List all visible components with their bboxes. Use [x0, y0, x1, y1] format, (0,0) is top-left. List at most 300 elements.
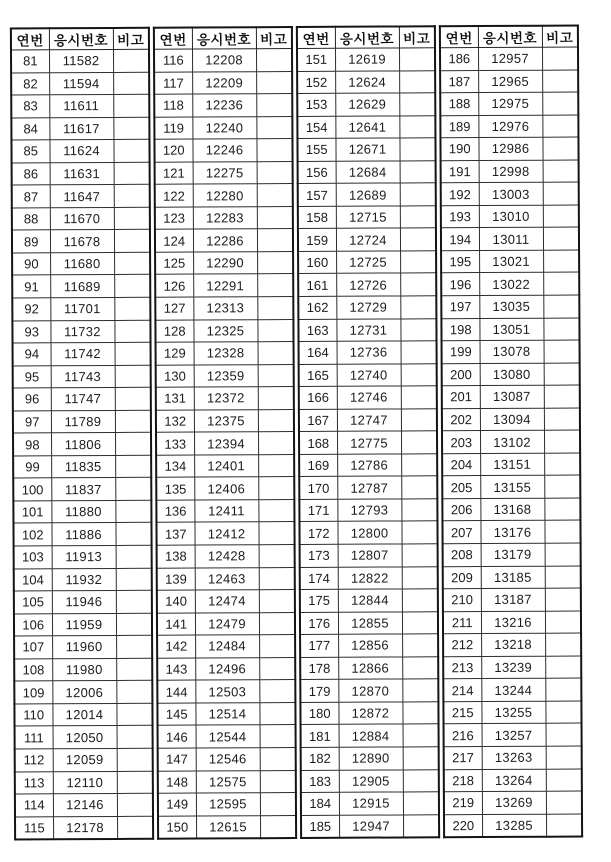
remark-cell: [542, 92, 578, 115]
remark-cell: [546, 791, 582, 814]
serial-cell: 151: [297, 48, 335, 71]
remark-cell: [545, 633, 581, 656]
exam-number-cell: 12291: [193, 274, 257, 297]
exam-number-cell: 12411: [194, 500, 258, 523]
remark-cell: [543, 295, 579, 318]
remark-cell: [256, 139, 292, 162]
table-row: [298, 296, 436, 319]
header-row: [297, 26, 435, 48]
remark-cell: [401, 499, 437, 522]
serial-cell: 168: [299, 432, 337, 455]
serial-cell: 208: [443, 544, 481, 567]
serial-cell: 190: [440, 138, 478, 161]
remark-cell: [544, 363, 580, 386]
exam-number-cell: 11678: [50, 230, 114, 253]
table-row: [14, 681, 152, 704]
table-row: [444, 769, 582, 792]
serial-cell: 195: [441, 250, 479, 273]
remark-cell: [544, 408, 580, 431]
remark-cell: [116, 635, 152, 658]
table-row: [156, 342, 294, 365]
remark-cell: [542, 47, 578, 70]
remark-cell: [260, 793, 296, 816]
table-row: [442, 520, 580, 543]
remark-cell: [258, 477, 294, 500]
remark-cell: [258, 454, 294, 477]
exam-number-cell: 13264: [482, 769, 546, 792]
table-row: [154, 94, 292, 117]
exam-number-cell: 12544: [196, 725, 260, 748]
table-row: [300, 566, 438, 589]
exam-number-cell: 11582: [49, 49, 113, 72]
exam-number-cell: 12479: [195, 612, 259, 635]
exam-number-cell: 13216: [481, 611, 545, 634]
serial-cell: 214: [443, 679, 481, 702]
remark-cell: [259, 567, 295, 590]
serial-cell: 212: [443, 634, 481, 657]
exam-number-cell: 12747: [337, 409, 401, 432]
exam-number-cell: 12957: [478, 47, 542, 70]
table-row: [158, 770, 296, 793]
exam-number-cell: 12844: [338, 589, 402, 612]
table-row: [299, 521, 437, 544]
exam-number-cell: 11913: [52, 545, 116, 568]
exam-number-cell: 12050: [53, 726, 117, 749]
exam-number-cell: 11670: [50, 207, 114, 230]
serial-cell: 132: [156, 410, 194, 433]
exam-number-cell: 13087: [480, 385, 544, 408]
table-row: [300, 589, 438, 612]
exam-number-cell: 12325: [193, 319, 257, 342]
exam-number-cell: 12947: [339, 815, 403, 838]
remark-cell: [114, 320, 150, 343]
remark-cell: [401, 386, 437, 409]
exam-number-cell: 12006: [52, 681, 116, 704]
serial-cell: 175: [300, 589, 338, 612]
serial-cell: 87: [12, 185, 50, 208]
serial-cell: 92: [12, 298, 50, 321]
table-row: [155, 161, 293, 184]
serial-cell: 113: [15, 771, 53, 794]
remark-cell: [117, 726, 153, 749]
table-row: [300, 544, 438, 567]
remark-cell: [114, 207, 150, 230]
exam-number-cell: 12484: [195, 635, 259, 658]
remark-cell: [542, 115, 578, 138]
serial-cell: 198: [441, 318, 479, 341]
remark-cell: [113, 72, 149, 95]
serial-cell: 148: [158, 771, 196, 794]
table-row: [443, 588, 581, 611]
serial-cell: 121: [155, 162, 193, 185]
header-row: [154, 27, 292, 49]
serial-cell: 133: [156, 432, 194, 455]
table-row: [301, 769, 439, 792]
table-row: [443, 543, 581, 566]
exam-number-cell: 12401: [194, 455, 258, 478]
serial-cell: 129: [156, 342, 194, 365]
serial-cell: 200: [442, 363, 480, 386]
header-cell-serial: 연번: [11, 28, 49, 50]
exam-number-cell: 13218: [481, 633, 545, 656]
serial-cell: 145: [157, 703, 195, 726]
exam-number-cell: 12313: [193, 297, 257, 320]
remark-cell: [117, 771, 153, 794]
serial-cell: 83: [11, 95, 49, 118]
remark-cell: [546, 723, 582, 746]
table-row: [157, 680, 295, 703]
serial-cell: 182: [301, 747, 339, 770]
header-cell-exam-number: 응시번호: [49, 28, 113, 50]
exam-number-cell: 12866: [338, 657, 402, 680]
serial-cell: 89: [12, 230, 50, 253]
exam-number-cell: 11594: [49, 72, 113, 95]
header-row: [11, 28, 149, 50]
table-row: [440, 47, 578, 70]
exam-number-cell: 13010: [479, 205, 543, 228]
remark-cell: [116, 658, 152, 681]
exam-number-cell: 12474: [195, 590, 259, 613]
serial-cell: 207: [442, 521, 480, 544]
serial-cell: 205: [442, 476, 480, 499]
remark-cell: [116, 590, 152, 613]
exam-number-cell: 12800: [337, 521, 401, 544]
remark-cell: [402, 679, 438, 702]
table-row: [301, 814, 439, 838]
remark-cell: [115, 523, 151, 546]
remark-cell: [257, 161, 293, 184]
remark-cell: [259, 680, 295, 703]
table-row: [297, 93, 435, 116]
serial-cell: 178: [300, 657, 338, 680]
serial-cell: 81: [11, 50, 49, 73]
table-row: [156, 432, 294, 455]
table-row: [443, 678, 581, 701]
table-row: [12, 207, 150, 230]
remark-cell: [403, 769, 439, 792]
serial-cell: 123: [155, 207, 193, 230]
remark-cell: [546, 769, 582, 792]
remark-cell: [399, 70, 435, 93]
serial-cell: 140: [157, 590, 195, 613]
header-cell-exam-number: 응시번호: [478, 26, 542, 48]
exam-number-cell: 11980: [52, 658, 116, 681]
serial-cell: 144: [157, 680, 195, 703]
table-row: [441, 182, 579, 205]
remark-cell: [402, 634, 438, 657]
serial-cell: 156: [298, 161, 336, 184]
exam-number-cell: 11835: [51, 455, 115, 478]
exam-number-cell: 12998: [479, 160, 543, 183]
exam-number-cell: 12240: [192, 116, 256, 139]
remark-cell: [258, 522, 294, 545]
serial-cell: 109: [14, 681, 52, 704]
serial-cell: 94: [13, 343, 51, 366]
exam-number-cell: 12496: [195, 657, 259, 680]
table-row: [441, 250, 579, 273]
exam-number-cell: 13080: [480, 363, 544, 386]
remark-cell: [542, 137, 578, 160]
table-row: [442, 453, 580, 476]
exam-number-cell: 12736: [337, 341, 401, 364]
serial-cell: 136: [156, 500, 194, 523]
exam-number-cell: 12684: [336, 161, 400, 184]
table-row: [15, 726, 153, 749]
exam-number-cell: 12463: [195, 567, 259, 590]
table-row: [444, 814, 582, 838]
remark-cell: [257, 319, 293, 342]
serial-cell: 204: [442, 453, 480, 476]
serial-cell: 181: [301, 725, 339, 748]
exam-number-cell: 12715: [336, 206, 400, 229]
table-row: [441, 227, 579, 250]
remark-cell: [401, 363, 437, 386]
remark-cell: [259, 635, 295, 658]
remark-cell: [401, 454, 437, 477]
serial-cell: 192: [441, 183, 479, 206]
table-row: [155, 251, 293, 274]
remark-cell: [114, 162, 150, 185]
remark-cell: [114, 185, 150, 208]
remark-cell: [115, 410, 151, 433]
exam-number-cell: 12729: [336, 296, 400, 319]
exam-number-cell: 11742: [51, 343, 115, 366]
serial-cell: 191: [441, 160, 479, 183]
remark-cell: [402, 589, 438, 612]
table-row: [13, 433, 151, 456]
exam-number-cell: 12359: [194, 364, 258, 387]
exam-number-cell: 12624: [335, 71, 399, 94]
serial-cell: 110: [14, 704, 52, 727]
serial-cell: 154: [297, 116, 335, 139]
exam-number-cell: 13179: [481, 543, 545, 566]
serial-cell: 99: [13, 456, 51, 479]
table-row: [299, 341, 437, 364]
exam-number-cell: 12724: [336, 228, 400, 251]
exam-number-cell: 12110: [53, 771, 117, 794]
serial-cell: 196: [441, 273, 479, 296]
exam-number-cell: 12793: [337, 499, 401, 522]
exam-number-cell: 12976: [478, 115, 542, 138]
serial-cell: 187: [440, 70, 478, 93]
remark-cell: [544, 520, 580, 543]
table-row: [158, 815, 296, 839]
serial-cell: 171: [299, 499, 337, 522]
exam-number-cell: 13187: [481, 588, 545, 611]
table-row: [300, 611, 438, 634]
table-row: [12, 297, 150, 320]
exam-number-cell: 12975: [478, 92, 542, 115]
serial-cell: 193: [441, 205, 479, 228]
exam-number-cell: 12884: [339, 724, 403, 747]
serial-cell: 104: [14, 568, 52, 591]
exam-number-cell: 13176: [480, 521, 544, 544]
exam-number-cell: 13239: [481, 656, 545, 679]
serial-cell: 120: [154, 139, 192, 162]
table-row: [13, 387, 151, 410]
table-row: [300, 634, 438, 657]
serial-cell: 96: [13, 388, 51, 411]
exam-number-cell: 11959: [52, 613, 116, 636]
table-row: [156, 499, 294, 522]
exam-number-cell: 11946: [52, 591, 116, 614]
exam-number-cell: 13257: [482, 724, 546, 747]
table-row: [298, 251, 436, 274]
serial-cell: 216: [444, 724, 482, 747]
table-row: [298, 183, 436, 206]
serial-cell: 161: [298, 274, 336, 297]
table-row: [15, 771, 153, 794]
table-row: [11, 117, 149, 140]
exam-number-cell: 13003: [479, 182, 543, 205]
remark-cell: [401, 521, 437, 544]
exam-table-group: [296, 25, 440, 839]
remark-cell: [258, 364, 294, 387]
table-row: [299, 363, 437, 386]
table-row: [154, 139, 292, 162]
exam-number-cell: 12629: [335, 93, 399, 116]
serial-cell: 220: [444, 814, 482, 837]
serial-cell: 137: [156, 523, 194, 546]
serial-cell: 105: [14, 591, 52, 614]
remark-cell: [260, 725, 296, 748]
remark-cell: [544, 475, 580, 498]
remark-cell: [546, 814, 582, 837]
table-row: [441, 160, 579, 183]
table-row: [155, 319, 293, 342]
remark-cell: [400, 228, 436, 251]
exam-number-cell: 11789: [51, 410, 115, 433]
exam-number-cell: 11701: [50, 297, 114, 320]
remark-cell: [259, 612, 295, 635]
exam-number-cell: 12726: [336, 273, 400, 296]
table-row: [13, 478, 151, 501]
table-row: [158, 725, 296, 748]
exam-number-cell: 12855: [338, 612, 402, 635]
exam-number-cell: 12746: [337, 386, 401, 409]
exam-table-group: [439, 25, 583, 839]
table-row: [156, 409, 294, 432]
table-row: [442, 408, 580, 431]
exam-number-table-region: [10, 25, 583, 841]
serial-cell: 85: [11, 140, 49, 163]
exam-number-cell: 11680: [50, 252, 114, 275]
serial-cell: 160: [298, 251, 336, 274]
serial-cell: 155: [297, 138, 335, 161]
table-row: [14, 613, 152, 636]
exam-number-cell: 11932: [52, 568, 116, 591]
serial-cell: 143: [157, 658, 195, 681]
serial-cell: 128: [155, 320, 193, 343]
serial-cell: 165: [299, 364, 337, 387]
serial-cell: 183: [301, 770, 339, 793]
remark-cell: [259, 590, 295, 613]
remark-cell: [543, 227, 579, 250]
table-row: [440, 70, 578, 93]
exam-number-cell: 12965: [478, 70, 542, 93]
remark-cell: [401, 409, 437, 432]
table-row: [297, 115, 435, 138]
remark-cell: [114, 275, 150, 298]
serial-cell: 167: [299, 409, 337, 432]
table-row: [442, 340, 580, 363]
exam-number-cell: 12822: [338, 567, 402, 590]
table-row: [12, 230, 150, 253]
remark-cell: [545, 566, 581, 589]
exam-number-cell: 12428: [195, 545, 259, 568]
remark-cell: [116, 545, 152, 568]
table-row: [442, 498, 580, 521]
exam-number-cell: 13022: [479, 273, 543, 296]
serial-cell: 91: [12, 275, 50, 298]
serial-cell: 86: [12, 163, 50, 186]
remark-cell: [113, 94, 149, 117]
serial-cell: 102: [13, 523, 51, 546]
serial-cell: 152: [297, 71, 335, 94]
serial-cell: 95: [13, 365, 51, 388]
table-row: [15, 816, 153, 840]
table-row: [299, 499, 437, 522]
exam-number-cell: 12856: [338, 634, 402, 657]
exam-number-cell: 11647: [50, 185, 114, 208]
table-row: [155, 297, 293, 320]
exam-number-cell: 12406: [194, 477, 258, 500]
table-row: [155, 206, 293, 229]
table-row: [301, 724, 439, 747]
table-row: [299, 386, 437, 409]
header-cell-serial: 연번: [297, 27, 335, 49]
remark-cell: [256, 49, 292, 72]
header-cell-remark: 비고: [399, 26, 435, 48]
exam-number-cell: 12786: [337, 454, 401, 477]
table-row: [298, 273, 436, 296]
exam-number-cell: 11611: [49, 95, 113, 118]
remark-cell: [113, 139, 149, 162]
serial-cell: 213: [443, 656, 481, 679]
exam-number-cell: 12280: [193, 184, 257, 207]
header-cell-remark: 비고: [256, 27, 292, 49]
remark-cell: [258, 432, 294, 455]
exam-number-cell: 11806: [51, 433, 115, 456]
table-row: [443, 656, 581, 679]
exam-number-cell: 12731: [336, 319, 400, 342]
table-row: [154, 71, 292, 94]
serial-cell: 219: [444, 792, 482, 815]
remark-cell: [403, 747, 439, 770]
remark-cell: [400, 206, 436, 229]
exam-number-cell: 11886: [51, 523, 115, 546]
remark-cell: [544, 453, 580, 476]
exam-number-cell: 12375: [194, 409, 258, 432]
table-row: [154, 49, 292, 72]
exam-number-cell: 13269: [482, 791, 546, 814]
remark-cell: [544, 340, 580, 363]
remark-cell: [402, 566, 438, 589]
remark-cell: [259, 545, 295, 568]
exam-number-cell: 12372: [194, 387, 258, 410]
exam-number-cell: 11689: [50, 275, 114, 298]
table-row: [442, 363, 580, 386]
table-row: [157, 590, 295, 613]
remark-cell: [399, 138, 435, 161]
exam-number-cell: 11624: [49, 140, 113, 163]
table-row: [441, 272, 579, 295]
remark-cell: [256, 71, 292, 94]
serial-cell: 157: [298, 184, 336, 207]
remark-cell: [257, 251, 293, 274]
table-row: [11, 139, 149, 162]
remark-cell: [403, 724, 439, 747]
